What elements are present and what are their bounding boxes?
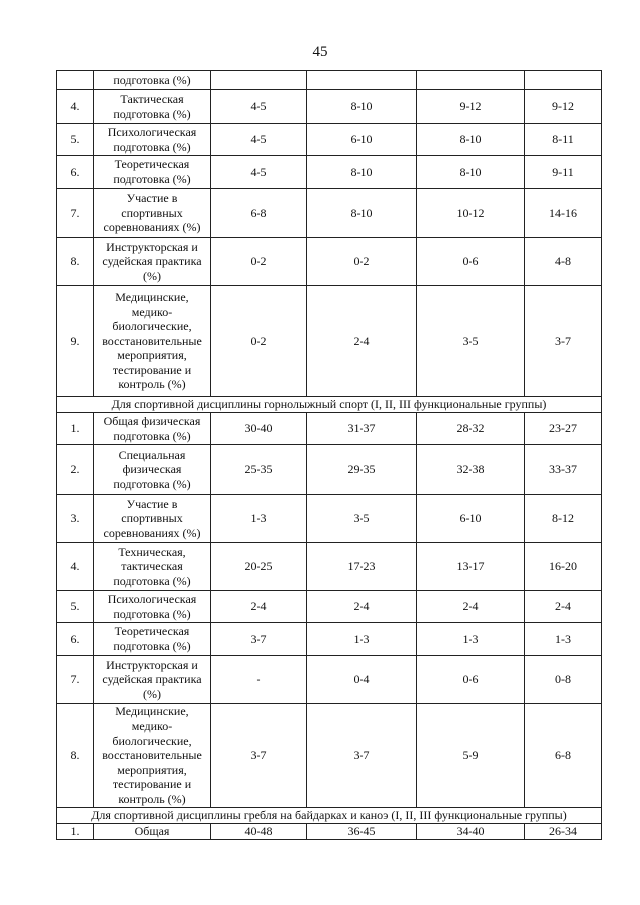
- value-cell-stage-1: 4-5: [211, 90, 307, 124]
- value-cell-stage-3: 9-12: [417, 90, 525, 124]
- value-cell-stage-2: 2-4: [307, 591, 417, 623]
- table-row: [57, 413, 602, 445]
- value-cell-stage-3: 8-10: [417, 124, 525, 156]
- row-name: Медицинские, медико-биологические, восстановительные мероприятия, тестирование и контроль (%): [94, 704, 211, 808]
- row-number: 3.: [57, 495, 94, 543]
- value-cell-stage-4: 16-20: [525, 543, 602, 591]
- value-cell-stage-2: 8-10: [307, 189, 417, 238]
- value-cell-stage-4: 4-8: [525, 238, 602, 286]
- row-name: Теоретическая подготовка (%): [94, 156, 211, 189]
- value-cell-stage-1: 4-5: [211, 124, 307, 156]
- row-name: Психологическая подготовка (%): [94, 591, 211, 623]
- table-row: [57, 495, 602, 543]
- row-number: 5.: [57, 591, 94, 623]
- value-cell-stage-1: 40-48: [211, 824, 307, 840]
- row-number: 7.: [57, 656, 94, 704]
- value-cell-stage-1: 4-5: [211, 156, 307, 189]
- value-cell-stage-2: 0-2: [307, 238, 417, 286]
- row-number: 4.: [57, 543, 94, 591]
- table-row: [57, 286, 602, 397]
- row-name: Теоретическая подготовка (%): [94, 623, 211, 656]
- value-cell-stage-2: 36-45: [307, 824, 417, 840]
- value-cell-stage-3: 34-40: [417, 824, 525, 840]
- value-cell-stage-4: 9-11: [525, 156, 602, 189]
- row-name: Психологическая подготовка (%): [94, 124, 211, 156]
- value-cell-stage-2: 29-35: [307, 445, 417, 495]
- table-row: [57, 124, 602, 156]
- value-cell-stage-1: 6-8: [211, 189, 307, 238]
- value-cell-stage-2: 31-37: [307, 413, 417, 445]
- value-cell-stage-1: 3-7: [211, 623, 307, 656]
- value-cell-stage-3: 8-10: [417, 156, 525, 189]
- value-cell-stage-1: 30-40: [211, 413, 307, 445]
- row-name: Инструкторская и судейская практика (%): [94, 238, 211, 286]
- row-number: [57, 71, 94, 90]
- row-name: Участие в спортивных соревнованиях (%): [94, 189, 211, 238]
- rows-ski: [57, 413, 602, 808]
- row-name: Медицинские, медико-биологические, восстановительные мероприятия, тестирование и контроль (%): [94, 286, 211, 397]
- value-cell-stage-2: 0-4: [307, 656, 417, 704]
- row-name: Общая физическая подготовка (%): [94, 413, 211, 445]
- value-cell-stage-4: 6-8: [525, 704, 602, 808]
- section-title-canoe: Для спортивной дисциплины гребля на байдарках и каноэ (I, II, III функциональные группы): [57, 808, 602, 824]
- value-cell-stage-4: 26-34: [525, 824, 602, 840]
- row-number: 6.: [57, 156, 94, 189]
- section-canoe-header: [57, 808, 602, 824]
- value-cell-stage-4: 0-8: [525, 656, 602, 704]
- value-cell-stage-2: [307, 71, 417, 90]
- table-row: [57, 238, 602, 286]
- row-name: Техническая, тактическая подготовка (%): [94, 543, 211, 591]
- value-cell-stage-4: 14-16: [525, 189, 602, 238]
- value-cell-stage-3: [417, 71, 525, 90]
- row-name: Общая: [94, 824, 211, 840]
- value-cell-stage-4: 8-12: [525, 495, 602, 543]
- value-cell-stage-4: 33-37: [525, 445, 602, 495]
- value-cell-stage-1: 25-35: [211, 445, 307, 495]
- value-cell-stage-2: 17-23: [307, 543, 417, 591]
- row-name: Участие в спортивных соревнованиях (%): [94, 495, 211, 543]
- row-number: 1.: [57, 824, 94, 840]
- value-cell-stage-1: [211, 71, 307, 90]
- row-number: 8.: [57, 704, 94, 808]
- table-row: [57, 824, 602, 840]
- row-number: 5.: [57, 124, 94, 156]
- row-number: 1.: [57, 413, 94, 445]
- value-cell-stage-1: 0-2: [211, 286, 307, 397]
- page-number: 45: [312, 44, 328, 60]
- value-cell-stage-2: 8-10: [307, 156, 417, 189]
- row-number: 2.: [57, 445, 94, 495]
- section-ski-header: [57, 397, 602, 413]
- value-cell-stage-4: 2-4: [525, 591, 602, 623]
- value-cell-stage-1: 20-25: [211, 543, 307, 591]
- value-cell-stage-2: 8-10: [307, 90, 417, 124]
- rows-canoe: [57, 824, 602, 840]
- table-row: [57, 156, 602, 189]
- table-row: [57, 445, 602, 495]
- value-cell-stage-1: 2-4: [211, 591, 307, 623]
- row-number: 9.: [57, 286, 94, 397]
- row-name: Инструкторская и судейская практика (%): [94, 656, 211, 704]
- table-row: [57, 656, 602, 704]
- section-title-ski: Для спортивной дисциплины горнолыжный спорт (I, II, III функциональные группы): [57, 397, 602, 413]
- row-number: 8.: [57, 238, 94, 286]
- row-name: Специальная физическая подготовка (%): [94, 445, 211, 495]
- value-cell-stage-2: 3-5: [307, 495, 417, 543]
- rows-top: [57, 71, 602, 397]
- row-name: Тактическая подготовка (%): [94, 90, 211, 124]
- table-row: [57, 71, 602, 90]
- table-row: [57, 543, 602, 591]
- row-number: 7.: [57, 189, 94, 238]
- value-cell-stage-3: 28-32: [417, 413, 525, 445]
- value-cell-stage-2: 6-10: [307, 124, 417, 156]
- value-cell-stage-1: 0-2: [211, 238, 307, 286]
- value-cell-stage-3: 1-3: [417, 623, 525, 656]
- row-number: 6.: [57, 623, 94, 656]
- value-cell-stage-1: 3-7: [211, 704, 307, 808]
- value-cell-stage-3: 3-5: [417, 286, 525, 397]
- row-number: 4.: [57, 90, 94, 124]
- table-row: [57, 704, 602, 808]
- value-cell-stage-1: -: [211, 656, 307, 704]
- value-cell-stage-2: 3-7: [307, 704, 417, 808]
- training-percentages-table: [56, 70, 602, 840]
- value-cell-stage-4: 8-11: [525, 124, 602, 156]
- value-cell-stage-3: 32-38: [417, 445, 525, 495]
- table-row: [57, 90, 602, 124]
- value-cell-stage-3: 13-17: [417, 543, 525, 591]
- table-row: [57, 189, 602, 238]
- value-cell-stage-1: 1-3: [211, 495, 307, 543]
- value-cell-stage-4: 9-12: [525, 90, 602, 124]
- value-cell-stage-4: [525, 71, 602, 90]
- value-cell-stage-3: 0-6: [417, 238, 525, 286]
- value-cell-stage-4: 23-27: [525, 413, 602, 445]
- value-cell-stage-4: 3-7: [525, 286, 602, 397]
- table-row: [57, 591, 602, 623]
- row-name: подготовка (%): [94, 71, 211, 90]
- value-cell-stage-4: 1-3: [525, 623, 602, 656]
- value-cell-stage-2: 1-3: [307, 623, 417, 656]
- value-cell-stage-3: 0-6: [417, 656, 525, 704]
- value-cell-stage-3: 6-10: [417, 495, 525, 543]
- value-cell-stage-3: 2-4: [417, 591, 525, 623]
- value-cell-stage-3: 5-9: [417, 704, 525, 808]
- value-cell-stage-2: 2-4: [307, 286, 417, 397]
- value-cell-stage-3: 10-12: [417, 189, 525, 238]
- table-row: [57, 623, 602, 656]
